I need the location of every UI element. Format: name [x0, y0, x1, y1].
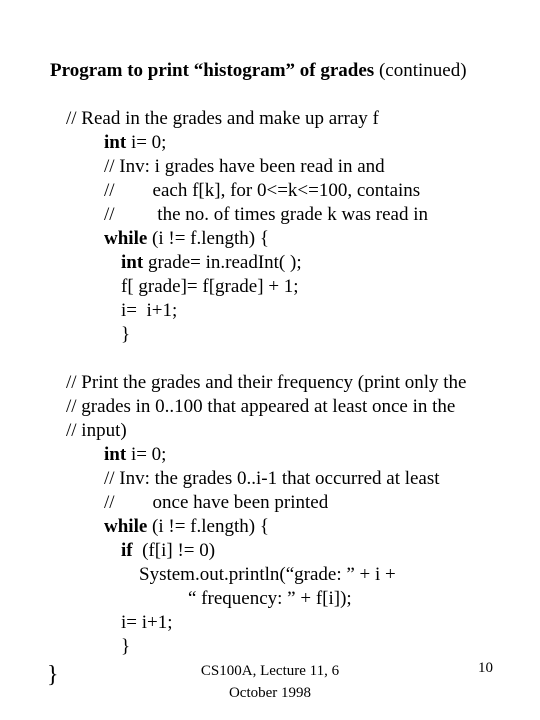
code-text: (i != f.length) { [147, 516, 269, 537]
title-suffix: (continued) [374, 60, 467, 81]
title-bold: Program to print “histogram” of grades [50, 60, 375, 81]
slide-title [50, 60, 467, 82]
code-line-7 [121, 252, 302, 274]
code-line-14 [104, 444, 166, 466]
outer-closing-brace: } [47, 662, 59, 688]
code-text: (f[i] != 0) [132, 540, 216, 561]
code-line-11: // Print the grades and their frequency (print only the [66, 372, 467, 393]
code-text: i= 0; [126, 444, 167, 465]
code-keyword: while [104, 516, 148, 537]
code-keyword: if [121, 540, 133, 561]
footer-date: October 1998 [228, 685, 312, 701]
code-line-5: // the no. of times grade k was read in [104, 204, 428, 225]
code-line-8: f[ grade]= f[grade] + 1; [121, 276, 299, 297]
code-text: (i != f.length) { [147, 228, 269, 249]
code-line-6 [104, 228, 269, 250]
code-keyword: int [104, 444, 127, 465]
code-keyword: int [121, 252, 144, 273]
code-line-22: } [121, 636, 131, 657]
code-line-3: // Inv: i grades have been read in and [104, 156, 385, 177]
code-text: grade= in.readInt( ); [143, 252, 302, 273]
code-line-9: i= i+1; [121, 300, 178, 321]
code-line-13: // input) [66, 420, 127, 441]
code-line-19: System.out.println(“grade: ” + i + [139, 564, 396, 585]
code-line-17 [104, 516, 269, 538]
code-line-1: // Read in the grades and make up array f [66, 108, 379, 129]
code-line-4: // each f[k], for 0<=k<=100, contains [104, 180, 421, 201]
code-keyword: while [104, 228, 148, 249]
code-line-18 [121, 540, 215, 562]
slide-footer [170, 660, 370, 704]
code-text: i= 0; [126, 132, 167, 153]
code-line-15: // Inv: the grades 0..i-1 that occurred at least [104, 468, 440, 489]
code-line-10: } [121, 324, 131, 345]
code-keyword: int [104, 132, 127, 153]
code-line-16: // once have been printed [104, 492, 329, 513]
page-number: 10 [478, 660, 493, 676]
code-line-2 [104, 132, 166, 154]
code-line-12: // grades in 0..100 that appeared at least once in the [66, 396, 456, 417]
footer-course: CS100A, Lecture 11, 6 [200, 663, 340, 679]
code-line-21: i= i+1; [121, 612, 173, 633]
code-line-20: “ frequency: ” + f[i]); [188, 588, 352, 609]
